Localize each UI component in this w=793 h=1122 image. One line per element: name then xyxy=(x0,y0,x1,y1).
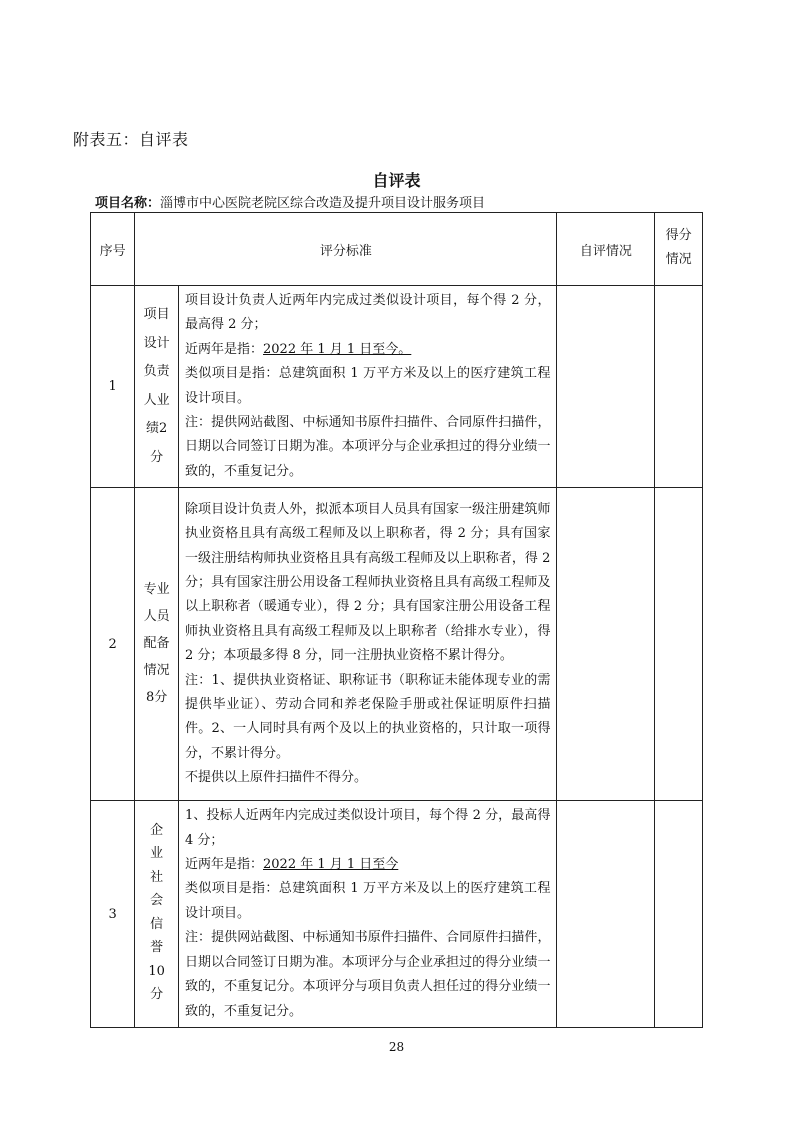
row-item-text: 专业人员配备情况8分 xyxy=(143,582,170,705)
criteria-prefix: 近两年是指： xyxy=(184,857,263,873)
project-name-line xyxy=(95,192,485,211)
project-name-value: 淄博市中心医院老院区综合改造及提升项目设计服务项目 xyxy=(160,196,486,211)
row-number: 3 xyxy=(91,801,135,1028)
criteria-line: 注：提供网站截图、中标通知书原件扫描件、合同原件扫描件，日期以合同签订日期为准。本项评分与企业承担过的得分业绩一致的，不重复记分。本项评分与项目负责人担任过的得分业绩一致的，不重复记分。 xyxy=(184,930,551,1019)
appendix-title: 附表五：自评表 xyxy=(73,130,189,149)
table-row xyxy=(91,801,703,1028)
criteria-line: 除项目设计负责人外，拟派本项目人员具有国家一级注册建筑师执业资格且具有高级工程师及以上职称者，得 2 分；具有国家一级注册结构师执业资格且具有高级工程师及以上职称者，得 2 分；具有国家注册公用设备工程师执业资格且具有高级工程师及以上职称者（暖通专业），得 2 分；具有国家注册公用设备工程师执业资格且具有高级工程师及以上职称者（给排水专业），得 2 分；本项最多得 8 分，同一注册执业资格不累计得分。 xyxy=(184,501,551,664)
date-range-underlined: 2022 年 1 月 1 日至今 xyxy=(263,857,399,873)
row-item-text: 项目设计负责人业绩2分 xyxy=(143,307,170,465)
header-score xyxy=(655,213,703,286)
header-score-text: 得分情况 xyxy=(665,228,692,267)
criteria-line xyxy=(185,853,550,877)
header-criteria: 评分标准 xyxy=(135,213,557,286)
self-eval-cell[interactable] xyxy=(557,286,655,488)
project-name-label: 项目名称： xyxy=(95,196,161,211)
row-criteria xyxy=(178,286,556,488)
criteria-line: 类似项目是指：总建筑面积 1 万平方米及以上的医疗建筑工程设计项目。 xyxy=(184,366,551,406)
row-item-text: 企业社会信誉10分 xyxy=(148,822,165,1003)
document-title: 自评表 xyxy=(372,171,421,190)
row-criteria xyxy=(178,488,556,801)
row-number: 2 xyxy=(91,488,135,801)
score-cell[interactable] xyxy=(655,286,703,488)
table-header-row xyxy=(91,213,703,286)
row-item xyxy=(135,801,179,1028)
criteria-line: 1、投标人近两年内完成过类似设计项目，每个得 2 分，最高得 4 分； xyxy=(184,808,551,848)
table-row xyxy=(91,286,703,488)
self-eval-cell[interactable] xyxy=(557,801,655,1028)
criteria-line xyxy=(185,338,550,362)
header-self-eval: 自评情况 xyxy=(557,213,655,286)
row-item xyxy=(135,286,179,488)
row-item xyxy=(135,488,179,801)
self-evaluation-table xyxy=(90,212,703,1028)
row-number: 1 xyxy=(91,286,135,488)
criteria-line: 注：1、提供执业资格证、职称证书（职称证未能体现专业的需提供毕业证）、劳动合同和养老保险手册或社保证明原件扫描件。2、一人同时具有两个及以上的执业资格的，只计取一项得分，不累计得分。 xyxy=(184,672,551,761)
criteria-line: 项目设计负责人近两年内完成过类似设计项目，每个得 2 分，最高得 2 分； xyxy=(184,293,551,333)
header-no: 序号 xyxy=(91,213,135,286)
self-eval-cell[interactable] xyxy=(557,488,655,801)
criteria-line: 类似项目是指：总建筑面积 1 万平方米及以上的医疗建筑工程设计项目。 xyxy=(184,881,551,921)
score-cell[interactable] xyxy=(655,488,703,801)
table-row xyxy=(91,488,703,801)
score-cell[interactable] xyxy=(655,801,703,1028)
row-criteria xyxy=(178,801,556,1028)
date-range-underlined: 2022 年 1 月 1 日至今。 xyxy=(263,341,412,357)
page-number: 28 xyxy=(388,1040,405,1054)
criteria-line: 不提供以上原件扫描件不得分。 xyxy=(184,770,367,786)
criteria-line: 注：提供网站截图、中标通知书原件扫描件、合同原件扫描件，日期以合同签订日期为准。本项评分与企业承担过的得分业绩一致的，不重复记分。 xyxy=(184,415,551,479)
criteria-prefix: 近两年是指： xyxy=(184,341,263,357)
